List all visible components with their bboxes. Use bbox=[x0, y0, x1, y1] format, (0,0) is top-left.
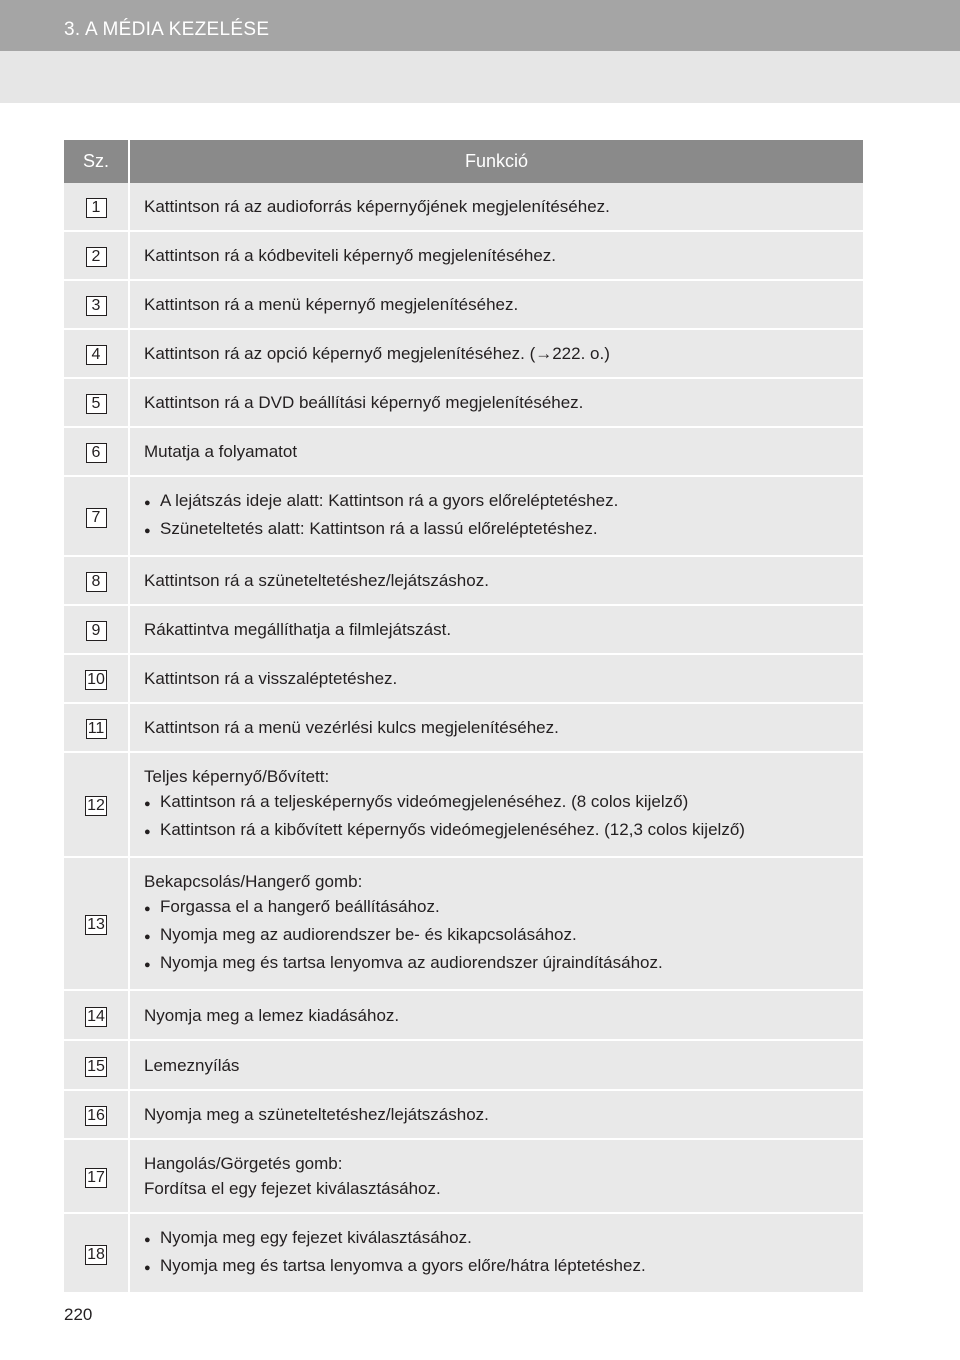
bullet-dot-icon: ● bbox=[144, 798, 151, 810]
row-number-badge: 11 bbox=[86, 719, 107, 739]
row-number-cell bbox=[64, 654, 129, 703]
table-row bbox=[64, 476, 863, 556]
row-number-cell bbox=[64, 752, 129, 857]
bullet-item bbox=[144, 1225, 851, 1253]
row-number-badge: 8 bbox=[86, 572, 107, 592]
function-table-container bbox=[64, 140, 863, 1294]
bullet-dot-icon: ● bbox=[144, 931, 151, 943]
row-function-cell bbox=[129, 476, 863, 556]
row-number-cell bbox=[64, 1139, 129, 1213]
table-row bbox=[64, 857, 863, 990]
row-number-badge: 7 bbox=[86, 508, 107, 528]
row-number-badge: 2 bbox=[86, 247, 107, 267]
function-lead-text: Teljes képernyő/Bővített: bbox=[144, 767, 330, 786]
bullet-text: A lejátszás ideje alatt: Kattintson rá a gyors előreléptetéshez. bbox=[160, 491, 619, 510]
function-text: Nyomja meg a szüneteltetéshez/lejátszáshoz. bbox=[144, 1105, 489, 1124]
row-number-cell bbox=[64, 280, 129, 329]
table-row bbox=[64, 703, 863, 752]
row-function-cell bbox=[129, 556, 863, 605]
table-row bbox=[64, 1090, 863, 1139]
row-number-badge: 10 bbox=[87, 671, 105, 688]
function-table bbox=[64, 140, 863, 1294]
row-function-cell bbox=[129, 1213, 863, 1293]
table-body bbox=[64, 183, 863, 1293]
table-row bbox=[64, 556, 863, 605]
row-number-badge: 4 bbox=[86, 345, 107, 365]
row-function-cell bbox=[129, 703, 863, 752]
row-number-cell bbox=[64, 556, 129, 605]
function-text: Kattintson rá az opció képernyő megjelenítéséhez. (→222. o.) bbox=[144, 344, 610, 363]
function-text: Lemeznyílás bbox=[144, 1055, 240, 1075]
table-row bbox=[64, 280, 863, 329]
row-number-cell bbox=[64, 1213, 129, 1293]
bullet-item bbox=[144, 950, 851, 978]
row-number-cell bbox=[64, 990, 129, 1040]
row-function-cell bbox=[129, 654, 863, 703]
function-text: Kattintson rá a menü vezérlési kulcs megjelenítéséhez. bbox=[144, 718, 559, 737]
row-function-cell bbox=[129, 1090, 863, 1139]
table-header-row bbox=[64, 140, 863, 183]
row-number-badge: 14 bbox=[87, 1007, 105, 1025]
row-number-cell bbox=[64, 329, 129, 378]
function-text: Kattintson rá a kódbeviteli képernyő megjelenítéséhez. bbox=[144, 246, 557, 265]
bullet-dot-icon: ● bbox=[144, 525, 151, 537]
row-number-cell bbox=[64, 378, 129, 427]
row-function-cell bbox=[129, 378, 863, 427]
function-text: Kattintson rá a menü képernyő megjelenítéséhez. bbox=[144, 295, 519, 314]
function-lead-text: Bekapcsolás/Hangerő gomb: bbox=[144, 872, 363, 891]
bullet-dot-icon: ● bbox=[144, 959, 151, 971]
function-text: Mutatja a folyamatot bbox=[144, 442, 298, 461]
function-text: Kattintson rá a DVD beállítási képernyő megjelenítéséhez. bbox=[144, 393, 584, 412]
table-row bbox=[64, 1139, 863, 1213]
bullet-text: Nyomja meg az audiorendszer be- és kikapcsolásához. bbox=[160, 925, 577, 944]
bullet-dot-icon: ● bbox=[144, 903, 151, 915]
row-function-cell bbox=[129, 1139, 863, 1213]
row-number-badge: 16 bbox=[87, 1107, 105, 1124]
table-row bbox=[64, 752, 863, 857]
row-number-badge: 13 bbox=[87, 916, 105, 933]
bullet-item bbox=[144, 1253, 851, 1281]
table-row bbox=[64, 183, 863, 231]
row-number-badge: 6 bbox=[86, 443, 107, 463]
bullet-dot-icon: ● bbox=[144, 826, 151, 838]
table-row bbox=[64, 654, 863, 703]
table-row bbox=[64, 1040, 863, 1090]
row-number-cell bbox=[64, 427, 129, 476]
row-function-cell bbox=[129, 329, 863, 378]
row-function-cell bbox=[129, 1040, 863, 1090]
row-number-cell bbox=[64, 857, 129, 990]
column-header-function: Funkció bbox=[129, 140, 863, 183]
row-function-cell bbox=[129, 427, 863, 476]
function-text: Rákattintva megállíthatja a filmlejátszást. bbox=[144, 620, 452, 639]
function-text: Fordítsa el egy fejezet kiválasztásához. bbox=[144, 1179, 441, 1198]
row-number-badge: 5 bbox=[86, 394, 107, 414]
function-text: Hangolás/Görgetés gomb: bbox=[144, 1154, 343, 1173]
row-number-cell bbox=[64, 703, 129, 752]
row-function-cell bbox=[129, 752, 863, 857]
table-row bbox=[64, 427, 863, 476]
row-function-cell bbox=[129, 183, 863, 231]
row-function-cell bbox=[129, 280, 863, 329]
function-text: Kattintson rá a szüneteltetéshez/lejátszáshoz. bbox=[144, 571, 489, 590]
page-number: 220 bbox=[64, 1305, 93, 1324]
row-number-badge: 9 bbox=[86, 621, 107, 641]
function-text: Kattintson rá az audioforrás képernyőjének megjelenítéséhez. bbox=[144, 197, 610, 216]
bullet-text: Kattintson rá a teljesképernyős videómegjelenéséhez. (8 colos kijelző) bbox=[160, 792, 689, 811]
row-number-badge: 15 bbox=[87, 1057, 105, 1075]
bullet-item bbox=[144, 894, 851, 922]
row-function-cell bbox=[129, 231, 863, 280]
bullet-item bbox=[144, 817, 851, 845]
table-row bbox=[64, 329, 863, 378]
row-number-cell bbox=[64, 605, 129, 654]
function-text: Kattintson rá a visszaléptetéshez. bbox=[144, 669, 398, 688]
section-title: 3. A MÉDIA KEZELÉSE bbox=[64, 19, 270, 40]
bullet-text: Forgassa el a hangerő beállításához. bbox=[160, 897, 440, 916]
row-number-badge: 12 bbox=[87, 797, 105, 814]
row-number-badge: 3 bbox=[86, 296, 107, 316]
bullet-dot-icon: ● bbox=[144, 497, 151, 509]
row-number-cell bbox=[64, 231, 129, 280]
row-number-cell bbox=[64, 1040, 129, 1090]
table-row bbox=[64, 231, 863, 280]
row-number-cell bbox=[64, 183, 129, 231]
bullet-dot-icon: ● bbox=[144, 1262, 151, 1274]
row-number-badge: 17 bbox=[87, 1168, 105, 1186]
row-function-cell bbox=[129, 990, 863, 1040]
row-function-cell bbox=[129, 605, 863, 654]
table-row bbox=[64, 605, 863, 654]
row-number-badge: 1 bbox=[86, 198, 107, 218]
bullet-item bbox=[144, 516, 851, 544]
bullet-text: Nyomja meg egy fejezet kiválasztásához. bbox=[160, 1228, 472, 1247]
bullet-item bbox=[144, 789, 851, 817]
row-number-cell bbox=[64, 1090, 129, 1139]
bullet-text: Nyomja meg és tartsa lenyomva a gyors előre/hátra léptetéshez. bbox=[160, 1256, 646, 1275]
bullet-dot-icon: ● bbox=[144, 1234, 151, 1246]
table-row bbox=[64, 378, 863, 427]
row-number-cell bbox=[64, 476, 129, 556]
function-text: Nyomja meg a lemez kiadásához. bbox=[144, 1005, 400, 1025]
table-row bbox=[64, 1213, 863, 1293]
row-number-badge: 18 bbox=[87, 1245, 105, 1263]
column-header-number: Sz. bbox=[64, 140, 129, 183]
bullet-text: Nyomja meg és tartsa lenyomva az audiorendszer újraindításához. bbox=[160, 953, 663, 972]
table-row bbox=[64, 990, 863, 1040]
bullet-text: Szüneteltetés alatt: Kattintson rá a lassú előreléptetéshez. bbox=[160, 519, 598, 538]
section-header-bar bbox=[0, 0, 960, 51]
row-function-cell bbox=[129, 857, 863, 990]
bullet-item bbox=[144, 488, 851, 516]
bullet-text: Kattintson rá a kibővített képernyős videómegjelenéséhez. (12,3 colos kijelző) bbox=[160, 820, 745, 839]
bullet-item bbox=[144, 922, 851, 950]
